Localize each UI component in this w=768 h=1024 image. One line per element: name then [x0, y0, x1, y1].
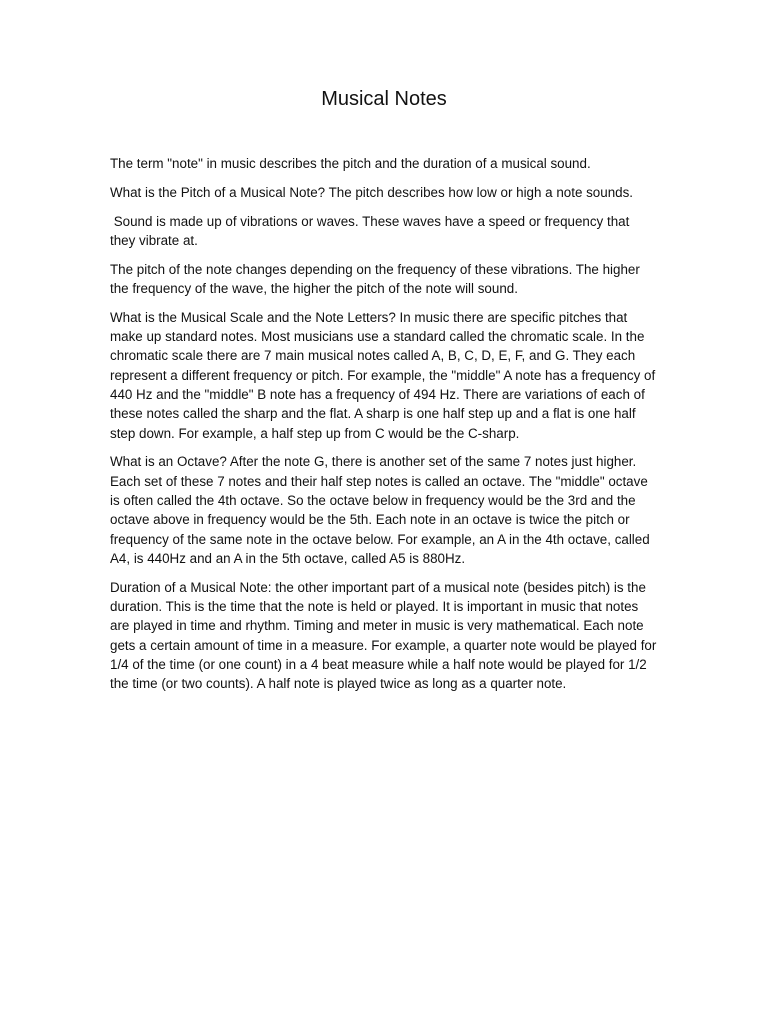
paragraph-pitch-frequency: The pitch of the note changes depending on the frequency of these vibrations. The higher the frequency of the wave, the higher the pitch of the note will sound.	[110, 261, 640, 296]
paragraph-musical-scale: What is the Musical Scale and the Note Letters? In music there are specific pitches that make up standard notes. Most musicians use a standard called the chromatic scale. In the chromatic scale there are 7 main musical notes called A, B, C, D, E, F, and G. They each represent a different frequency or pitch. For example, the "middle" A note has a frequency of 440 Hz and the "middle" B note has a frequency of 494 Hz. There are variations of each of these notes called the sharp and the flat. A sharp is one half step up and a flat is one half step down. For example, a half step up from C would be the C-sharp.	[110, 309, 656, 441]
document-title: Musical Notes	[321, 88, 447, 110]
paragraph-duration: Duration of a Musical Note: the other important part of a musical note (besides pitch) is the duration. This is the time that the note is held or played. It is important in music that notes are played in time and rhythm. Timing and meter in music is very mathematical. Each note gets a certain amount of time in a measure. For example, a quarter note would be played for 1/4 of the time (or one count) in a 4 beat measure while a half note would be played for 1/2 the time (or two counts). A half note is played twice as long as a quarter note.	[110, 579, 657, 692]
paragraph-pitch-question: What is the Pitch of a Musical Note? The pitch describes how low or high a note sounds.	[110, 184, 634, 200]
paragraph-sound-vibrations: Sound is made up of vibrations or waves. These waves have a speed or frequency that they vibrate at.	[110, 213, 630, 248]
document-page	[110, 84, 658, 703]
paragraph-note-definition: The term "note" in music describes the pitch and the duration of a musical sound.	[110, 156, 591, 171]
paragraph-octave: What is an Octave? After the note G, there is another set of the same 7 notes just higher. Each set of these 7 notes and their half step notes is called an octave. The "middle" octave is often called the 4th octave. So the octave below in frequency would be the 3rd and the octave above in frequency would be the 5th. Each note in an octave is twice the pitch or frequency of the same note in the octave below. For example, an A in the 4th octave, called A4, is 440Hz and an A in the 5th octave, called A5 is 880Hz.	[110, 454, 650, 566]
